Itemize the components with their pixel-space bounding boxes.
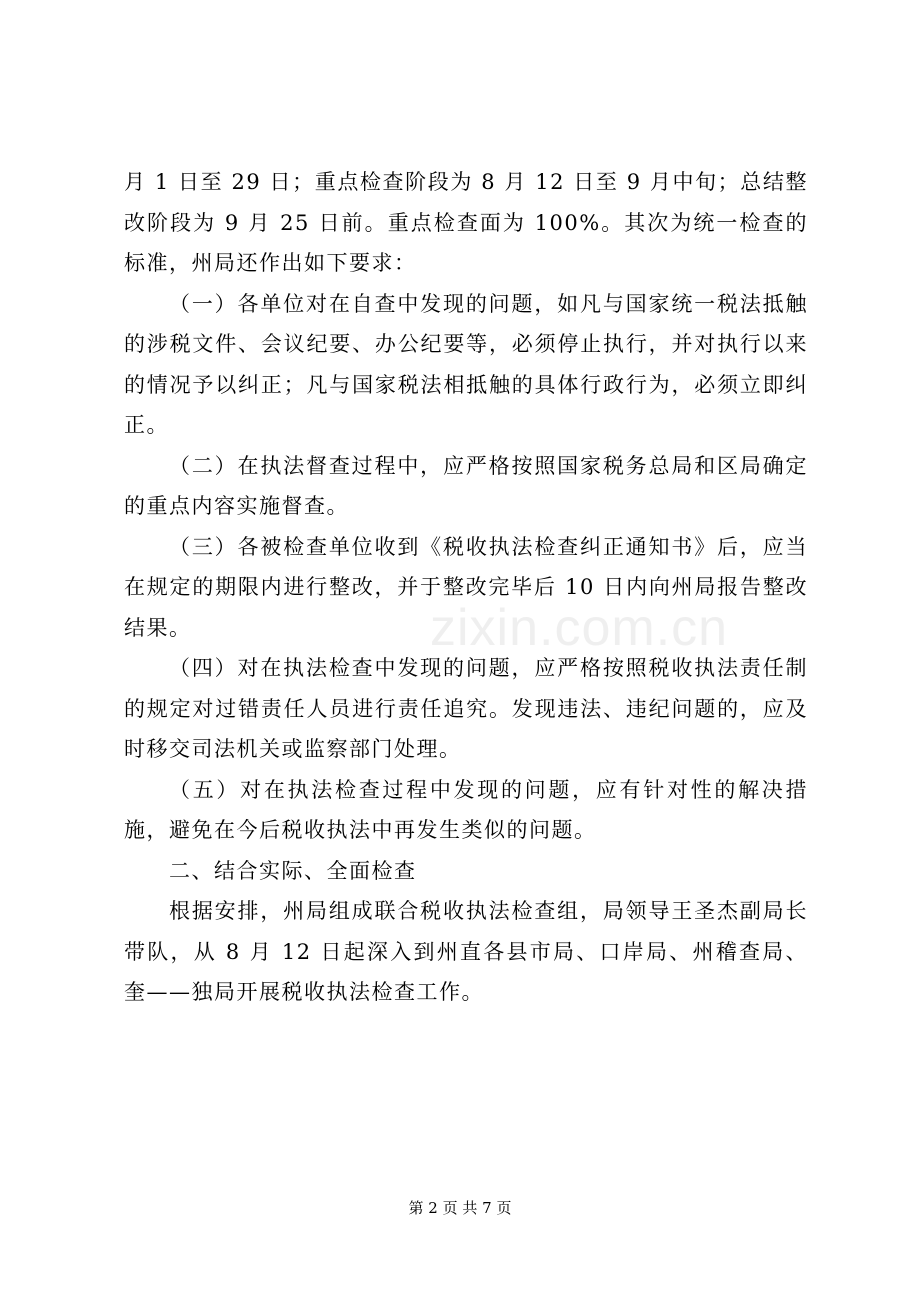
paragraph-body: 根据安排，州局组成联合税收执法检查组，局领导王圣杰副局长带队，从 8 月 12 日起深入到州直各县市局、口岸局、州稽查局、奎——独局开展税收执法检查工作。 bbox=[124, 899, 808, 1004]
watermark: zixin.com.cn bbox=[430, 599, 729, 657]
section-heading: 二、结合实际、全面检查 bbox=[169, 858, 417, 883]
paragraph-item-4: （四）对在执法检查中发现的问题，应严格按照税收执法责任制的规定对过错责任人员进行责任追究。发现违法、违纪问题的，应及时移交司法机关或监察部门处理。 bbox=[124, 656, 808, 761]
document-body bbox=[124, 162, 808, 1013]
paragraph-item-3: （三）各被检查单位收到《税收执法检查纠正通知书》后，应当在规定的期限内进行整改，并于整改完毕后 10 日内向州局报告整改结果。 bbox=[124, 534, 808, 640]
paragraph-item-5: （五）对在执法检查过程中发现的问题，应有针对性的解决措施，避免在今后税收执法中再发生类似的问题。 bbox=[124, 777, 808, 842]
paragraph-item-1: （一）各单位对在自查中发现的问题，如凡与国家统一税法抵触的涉税文件、会议纪要、办公纪要等，必须停止执行，并对执行以来的情况予以纠正；凡与国家税法相抵触的具体行政行为，必须立即纠正。 bbox=[124, 291, 808, 437]
page-footer: 第 2 页 共 7 页 bbox=[408, 1199, 512, 1217]
paragraph-item-2: （二）在执法督查过程中，应严格按照国家税务总局和区局确定的重点内容实施督查。 bbox=[124, 453, 808, 518]
paragraph-continuation: 月 1 日至 29 日；重点检查阶段为 8 月 12 日至 9 月中旬；总结整改阶段为 9 月 25 日前。重点检查面为 100%。其次为统一检查的标准，州局还作出如下要求： bbox=[124, 170, 808, 275]
